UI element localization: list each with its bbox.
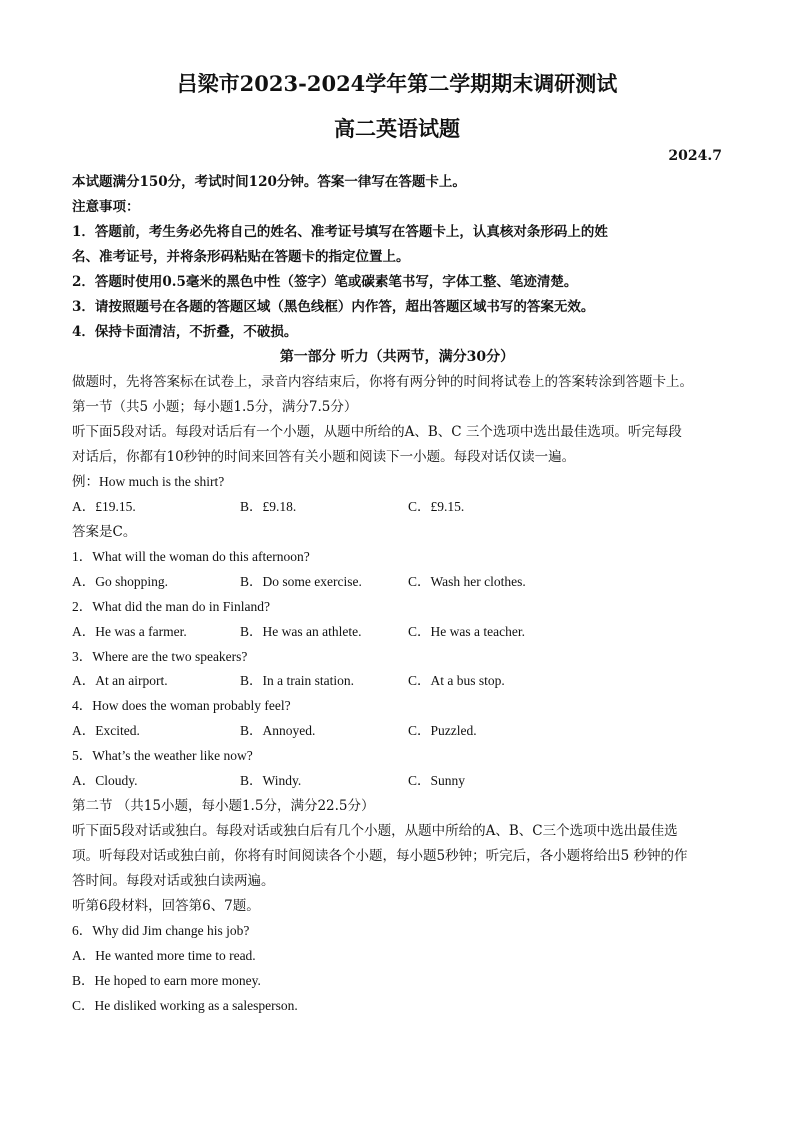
notice-item: 4．保持卡面清洁，不折叠，不破损。 xyxy=(72,324,298,340)
q6-option-b: B．He hoped to earn more money. xyxy=(72,973,261,988)
exam-date: 2024.7 xyxy=(668,148,722,164)
section2-desc: 答时间。每段对话或独白读两遍。 xyxy=(72,873,275,889)
notice-item: 2．答题时使用0.5毫米的黑色中性（签字）笔或碳素笔书写，字体工整、笔迹清楚。 xyxy=(72,274,578,290)
q5-option-b: B．Windy. xyxy=(240,773,302,788)
section2-desc: 听下面5段对话或独白。每段对话或独白后有几个小题，从题中所给的A、B、C三个选项中选出最佳选 xyxy=(72,823,678,839)
question-5: 5．What’s the weather like now? xyxy=(72,748,253,763)
q5-option-a: A．Cloudy. xyxy=(72,773,138,788)
question-4: 4．How does the woman probably feel? xyxy=(72,698,291,713)
q2-option-a: A．He was a farmer. xyxy=(72,624,187,639)
question-3: 3．Where are the two speakers? xyxy=(72,649,248,664)
q1-option-a: A．Go shopping. xyxy=(72,574,169,589)
q1-option-c: C．Wash her clothes. xyxy=(408,574,526,589)
exam-subtitle: 高二英语试题 xyxy=(334,116,460,141)
section2-title: 第二节 （共15小题，每小题1.5分，满分22.5分） xyxy=(72,798,375,814)
q1-option-b: B．Do some exercise. xyxy=(240,574,362,589)
q6-option-a: A．He wanted more time to read. xyxy=(72,948,256,963)
notice-item: 3．请按照题号在各题的答题区域（黑色线框）内作答，超出答题区域书写的答案无效。 xyxy=(72,299,595,315)
part1-instruction: 做题时，先将答案标在试卷上，录音内容结束后，你将有两分钟的时间将试卷上的答案转涂到答题卡上。 xyxy=(72,374,693,390)
q3-option-b: B．In a train station. xyxy=(240,673,354,688)
example-option-b: B．£9.18. xyxy=(240,499,297,514)
section2-desc: 项。听每段对话或独白前，你将有时间阅读各个小题，每小题5秒钟；听完后，各小题将给出5 秒钟的作 xyxy=(72,848,688,864)
q4-option-b: B．Annoyed. xyxy=(240,723,316,738)
material-6-label: 听第6段材料，回答第6、7题。 xyxy=(72,898,260,914)
q3-option-c: C．At a bus stop. xyxy=(408,673,505,688)
q5-option-c: C．Sunny xyxy=(408,773,466,788)
section1-desc: 听下面5段对话。每段对话后有一个小题，从题中所给的A、B、C 三个选项中选出最佳选项。听完每段 xyxy=(72,424,682,440)
notice-item: 名、准考证号，并将条形码粘贴在答题卡的指定位置上。 xyxy=(72,249,410,265)
notice-item: 1．答题前，考生务必先将自己的姓名、准考证号填写在答题卡上，认真核对条形码上的姓 xyxy=(72,224,608,240)
example-answer: 答案是C。 xyxy=(72,524,137,540)
question-2: 2．What did the man do in Finland? xyxy=(72,599,270,614)
example-option-a: A．£19.15. xyxy=(72,499,136,514)
example-question: 例：How much is the shirt? xyxy=(72,474,225,489)
part1-heading: 第一部分 听力（共两节，满分30分） xyxy=(279,349,515,365)
q6-option-c: C．He disliked working as a salesperson. xyxy=(72,998,298,1013)
score-line: 本试题满分150分，考试时间120分钟。答案一律写在答题卡上。 xyxy=(72,174,466,190)
example-option-c: C．£9.15. xyxy=(408,499,465,514)
notice-title: 注意事项： xyxy=(72,199,140,215)
question-1: 1．What will the woman do this afternoon? xyxy=(72,549,310,564)
q4-option-c: C．Puzzled. xyxy=(408,723,477,738)
q3-option-a: A．At an airport. xyxy=(72,673,168,688)
section1-title: 第一节（共5 小题；每小题1.5分，满分7.5分） xyxy=(72,399,358,415)
question-6: 6．Why did Jim change his job? xyxy=(72,923,250,938)
section1-desc: 对话后，你都有10秒钟的时间来回答有关小题和阅读下一小题。每段对话仅读一遍。 xyxy=(72,449,576,465)
exam-title: 吕梁市2023-2024学年第二学期期末调研测试 xyxy=(176,71,618,96)
q2-option-b: B．He was an athlete. xyxy=(240,624,362,639)
q4-option-a: A．Excited. xyxy=(72,723,140,738)
q2-option-c: C．He was a teacher. xyxy=(408,624,525,639)
